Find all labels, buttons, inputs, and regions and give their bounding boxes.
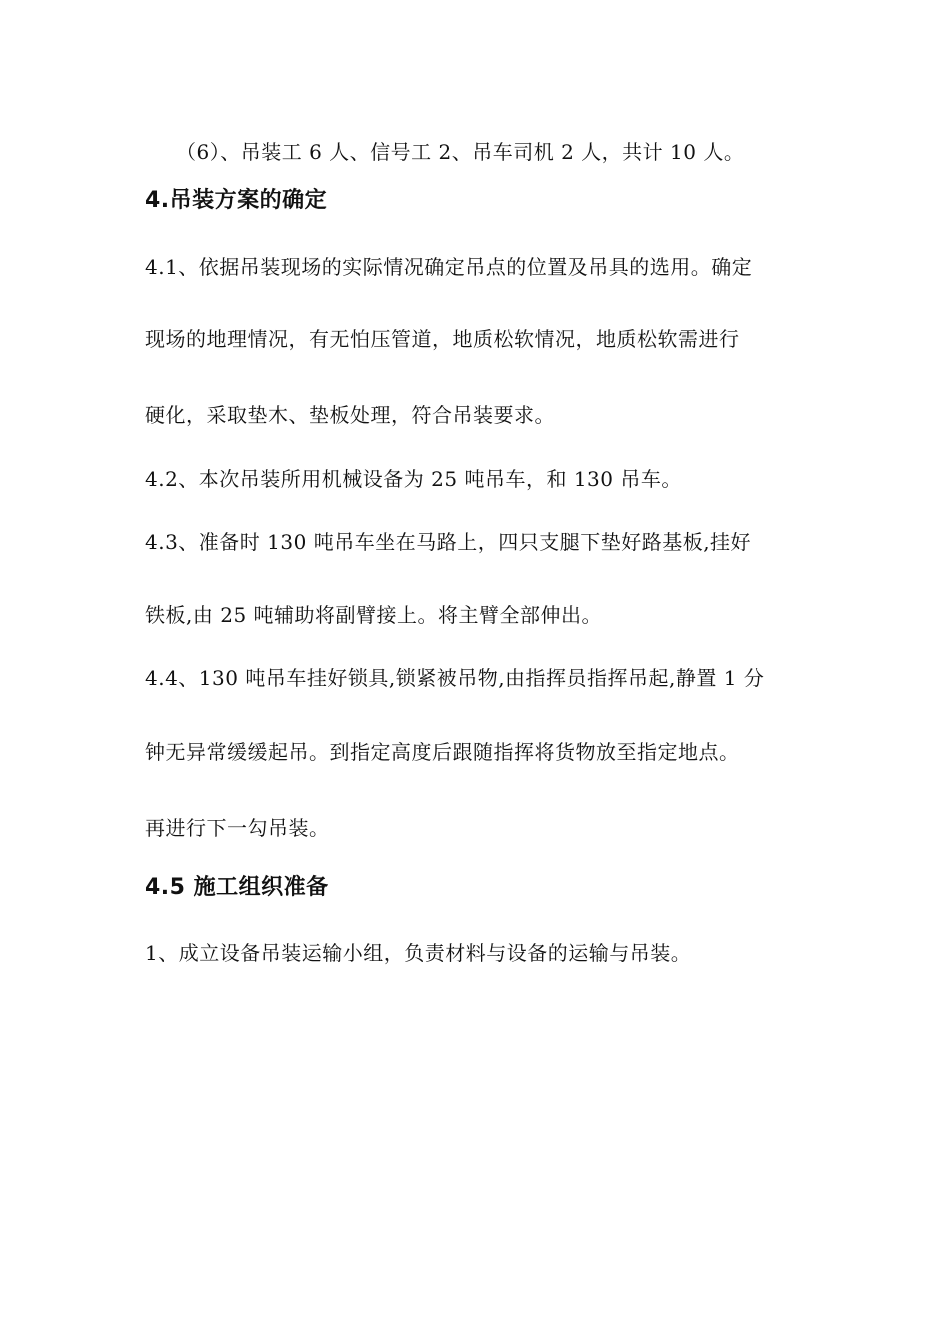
paragraph-4-2: 4.2、本次吊装所用机械设备为 25 吨吊车，和 130 吊车。: [145, 467, 682, 491]
paragraph-4-1-line-1: 4.1、依据吊装现场的实际情况确定吊点的位置及吊具的选用。确定: [145, 255, 753, 279]
paragraph-4-3-line-1: 4.3、准备时 130 吨吊车坐在马路上，四只支腿下垫好路基板,挂好: [145, 530, 752, 554]
paragraph-4-1-line-2: 现场的地理情况，有无怕压管道，地质松软情况，地质松软需进行: [145, 327, 740, 351]
paragraph-4-3-line-2: 铁板,由 25 吨辅助将副臂接上。将主臂全部伸出。: [145, 603, 603, 627]
paragraph-4-4-line-1: 4.4、130 吨吊车挂好锁具,锁紧被吊物,由指挥员指挥吊起,静置 1 分: [145, 666, 765, 690]
paragraph-4-1-line-3: 硬化，采取垫木、垫板处理，符合吊装要求。: [145, 403, 555, 427]
section-heading-4: 4.吊装方案的确定: [145, 188, 328, 213]
personnel-line: （6）、吊装工 6 人、信号工 2、吊车司机 2 人，共计 10 人。: [176, 140, 745, 164]
section-heading-4-5: 4.5 施工组织准备: [145, 875, 329, 900]
list-item-1: 1、成立设备吊装运输小组，负责材料与设备的运输与吊装。: [145, 941, 692, 965]
paragraph-4-4-line-2: 钟无异常缓缓起吊。到指定高度后跟随指挥将货物放至指定地点。: [145, 740, 740, 764]
paragraph-4-4-line-3: 再进行下一勾吊装。: [145, 816, 330, 840]
